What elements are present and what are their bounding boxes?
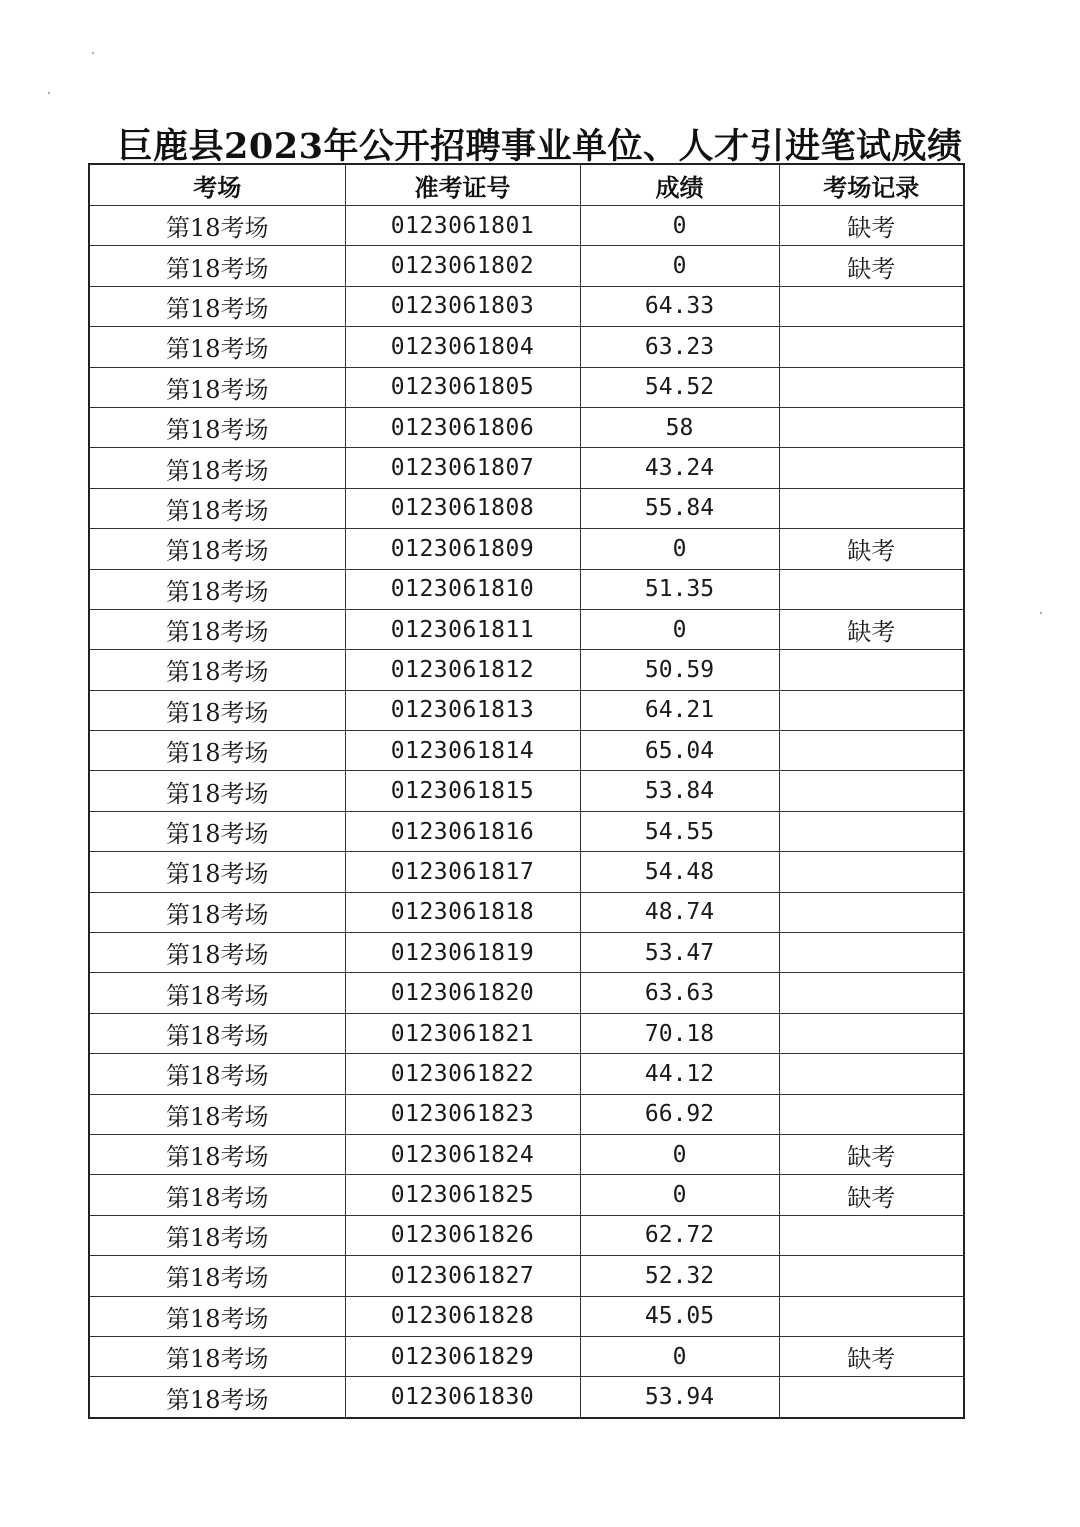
table-row [89, 650, 964, 690]
cell-exam-room: 第18考场 [89, 1054, 345, 1094]
cell-exam-room: 第18考场 [89, 206, 345, 246]
cell-score: 58 [580, 407, 779, 447]
cell-ticket-number: 0123061810 [345, 569, 580, 609]
cell-exam-room: 第18考场 [89, 327, 345, 367]
cell-score: 44.12 [580, 1054, 779, 1094]
cell-exam-record [779, 327, 964, 367]
cell-score: 0 [580, 206, 779, 246]
cell-exam-room: 第18考场 [89, 973, 345, 1013]
cell-ticket-number: 0123061827 [345, 1256, 580, 1296]
cell-exam-record: 缺考 [779, 246, 964, 286]
cell-ticket-number: 0123061811 [345, 609, 580, 649]
cell-exam-record [779, 771, 964, 811]
table-row [89, 488, 964, 528]
cell-ticket-number: 0123061807 [345, 448, 580, 488]
cell-score: 52.32 [580, 1256, 779, 1296]
table-row [89, 246, 964, 286]
cell-exam-record [779, 569, 964, 609]
cell-score: 66.92 [580, 1094, 779, 1134]
cell-exam-room: 第18考场 [89, 650, 345, 690]
cell-score: 65.04 [580, 731, 779, 771]
table-row [89, 609, 964, 649]
cell-exam-record [779, 1256, 964, 1296]
cell-score: 50.59 [580, 650, 779, 690]
header-ticket-number: 准考证号 [345, 164, 580, 206]
cell-exam-room: 第18考场 [89, 1215, 345, 1255]
cell-ticket-number: 0123061812 [345, 650, 580, 690]
table-row [89, 1013, 964, 1053]
cell-exam-record [779, 1377, 964, 1418]
cell-ticket-number: 0123061805 [345, 367, 580, 407]
cell-exam-record [779, 933, 964, 973]
table-row [89, 1175, 964, 1215]
table-row [89, 811, 964, 851]
cell-exam-room: 第18考场 [89, 1256, 345, 1296]
table-body [89, 206, 964, 1418]
cell-score: 64.21 [580, 690, 779, 730]
cell-exam-record [779, 892, 964, 932]
table-row [89, 1054, 964, 1094]
cell-exam-room: 第18考场 [89, 286, 345, 326]
cell-exam-room: 第18考场 [89, 892, 345, 932]
cell-exam-room: 第18考场 [89, 731, 345, 771]
scan-speck [1040, 612, 1042, 614]
cell-score: 53.47 [580, 933, 779, 973]
cell-ticket-number: 0123061804 [345, 327, 580, 367]
cell-ticket-number: 0123061830 [345, 1377, 580, 1418]
table-row [89, 407, 964, 447]
cell-score: 70.18 [580, 1013, 779, 1053]
table-row [89, 529, 964, 569]
cell-ticket-number: 0123061808 [345, 488, 580, 528]
cell-ticket-number: 0123061824 [345, 1134, 580, 1174]
table-row [89, 731, 964, 771]
cell-ticket-number: 0123061809 [345, 529, 580, 569]
cell-exam-record: 缺考 [779, 206, 964, 246]
cell-exam-record [779, 1296, 964, 1336]
cell-score: 64.33 [580, 286, 779, 326]
cell-exam-room: 第18考场 [89, 1296, 345, 1336]
table-row [89, 892, 964, 932]
cell-score: 0 [580, 529, 779, 569]
table-row [89, 933, 964, 973]
cell-exam-room: 第18考场 [89, 852, 345, 892]
cell-exam-record [779, 1013, 964, 1053]
cell-exam-room: 第18考场 [89, 367, 345, 407]
cell-ticket-number: 0123061814 [345, 731, 580, 771]
cell-exam-record: 缺考 [779, 1175, 964, 1215]
cell-exam-record [779, 731, 964, 771]
cell-exam-record [779, 973, 964, 1013]
cell-exam-record [779, 286, 964, 326]
cell-ticket-number: 0123061802 [345, 246, 580, 286]
table-row [89, 1094, 964, 1134]
table-header-row [89, 164, 964, 206]
table-row [89, 973, 964, 1013]
cell-exam-room: 第18考场 [89, 1134, 345, 1174]
cell-exam-room: 第18考场 [89, 569, 345, 609]
cell-exam-record [779, 407, 964, 447]
cell-score: 53.84 [580, 771, 779, 811]
table-row [89, 1134, 964, 1174]
scan-speck [48, 92, 50, 94]
table-row [89, 771, 964, 811]
table-row [89, 690, 964, 730]
cell-score: 43.24 [580, 448, 779, 488]
cell-exam-room: 第18考场 [89, 933, 345, 973]
cell-exam-record [779, 1215, 964, 1255]
cell-ticket-number: 0123061806 [345, 407, 580, 447]
cell-exam-room: 第18考场 [89, 1175, 345, 1215]
table-row [89, 1256, 964, 1296]
cell-exam-record: 缺考 [779, 1134, 964, 1174]
table-row [89, 569, 964, 609]
cell-exam-record [779, 811, 964, 851]
cell-ticket-number: 0123061819 [345, 933, 580, 973]
cell-ticket-number: 0123061813 [345, 690, 580, 730]
cell-exam-record [779, 690, 964, 730]
cell-exam-room: 第18考场 [89, 1094, 345, 1134]
cell-score: 53.94 [580, 1377, 779, 1418]
header-exam-room: 考场 [89, 164, 345, 206]
cell-exam-record [779, 1054, 964, 1094]
table-row [89, 1215, 964, 1255]
cell-ticket-number: 0123061820 [345, 973, 580, 1013]
cell-score: 0 [580, 1336, 779, 1376]
score-table [88, 163, 965, 1419]
table-row [89, 852, 964, 892]
table-row [89, 1336, 964, 1376]
cell-exam-room: 第18考场 [89, 690, 345, 730]
table-row [89, 286, 964, 326]
cell-ticket-number: 0123061816 [345, 811, 580, 851]
scan-speck [92, 52, 94, 54]
cell-score: 55.84 [580, 488, 779, 528]
cell-score: 54.55 [580, 811, 779, 851]
cell-score: 0 [580, 609, 779, 649]
cell-ticket-number: 0123061828 [345, 1296, 580, 1336]
cell-exam-room: 第18考场 [89, 1377, 345, 1418]
cell-ticket-number: 0123061823 [345, 1094, 580, 1134]
cell-ticket-number: 0123061815 [345, 771, 580, 811]
cell-score: 54.48 [580, 852, 779, 892]
cell-score: 51.35 [580, 569, 779, 609]
cell-score: 48.74 [580, 892, 779, 932]
cell-exam-record [779, 367, 964, 407]
cell-exam-record [779, 852, 964, 892]
cell-score: 0 [580, 246, 779, 286]
cell-ticket-number: 0123061822 [345, 1054, 580, 1094]
cell-exam-record [779, 1094, 964, 1134]
cell-exam-room: 第18考场 [89, 771, 345, 811]
cell-score: 62.72 [580, 1215, 779, 1255]
cell-exam-record: 缺考 [779, 529, 964, 569]
cell-exam-room: 第18考场 [89, 407, 345, 447]
table-row [89, 327, 964, 367]
cell-ticket-number: 0123061818 [345, 892, 580, 932]
cell-exam-record: 缺考 [779, 609, 964, 649]
table-row [89, 448, 964, 488]
cell-exam-room: 第18考场 [89, 609, 345, 649]
cell-exam-room: 第18考场 [89, 448, 345, 488]
cell-exam-room: 第18考场 [89, 488, 345, 528]
cell-exam-record [779, 488, 964, 528]
cell-ticket-number: 0123061826 [345, 1215, 580, 1255]
table-row [89, 1296, 964, 1336]
header-exam-record: 考场记录 [779, 164, 964, 206]
cell-ticket-number: 0123061821 [345, 1013, 580, 1053]
header-score: 成绩 [580, 164, 779, 206]
cell-exam-record: 缺考 [779, 1336, 964, 1376]
cell-ticket-number: 0123061817 [345, 852, 580, 892]
cell-score: 45.05 [580, 1296, 779, 1336]
cell-ticket-number: 0123061801 [345, 206, 580, 246]
cell-ticket-number: 0123061803 [345, 286, 580, 326]
page-title: 巨鹿县2023年公开招聘事业单位、人才引进笔试成绩 [117, 126, 963, 168]
table-row [89, 1377, 964, 1418]
cell-exam-room: 第18考场 [89, 1336, 345, 1376]
cell-score: 63.63 [580, 973, 779, 1013]
cell-exam-room: 第18考场 [89, 529, 345, 569]
cell-score: 0 [580, 1175, 779, 1215]
cell-exam-room: 第18考场 [89, 246, 345, 286]
cell-exam-room: 第18考场 [89, 1013, 345, 1053]
cell-ticket-number: 0123061829 [345, 1336, 580, 1376]
table-row [89, 206, 964, 246]
cell-exam-room: 第18考场 [89, 811, 345, 851]
cell-exam-record [779, 650, 964, 690]
cell-exam-record [779, 448, 964, 488]
cell-score: 0 [580, 1134, 779, 1174]
cell-score: 54.52 [580, 367, 779, 407]
table-row [89, 367, 964, 407]
cell-ticket-number: 0123061825 [345, 1175, 580, 1215]
cell-score: 63.23 [580, 327, 779, 367]
